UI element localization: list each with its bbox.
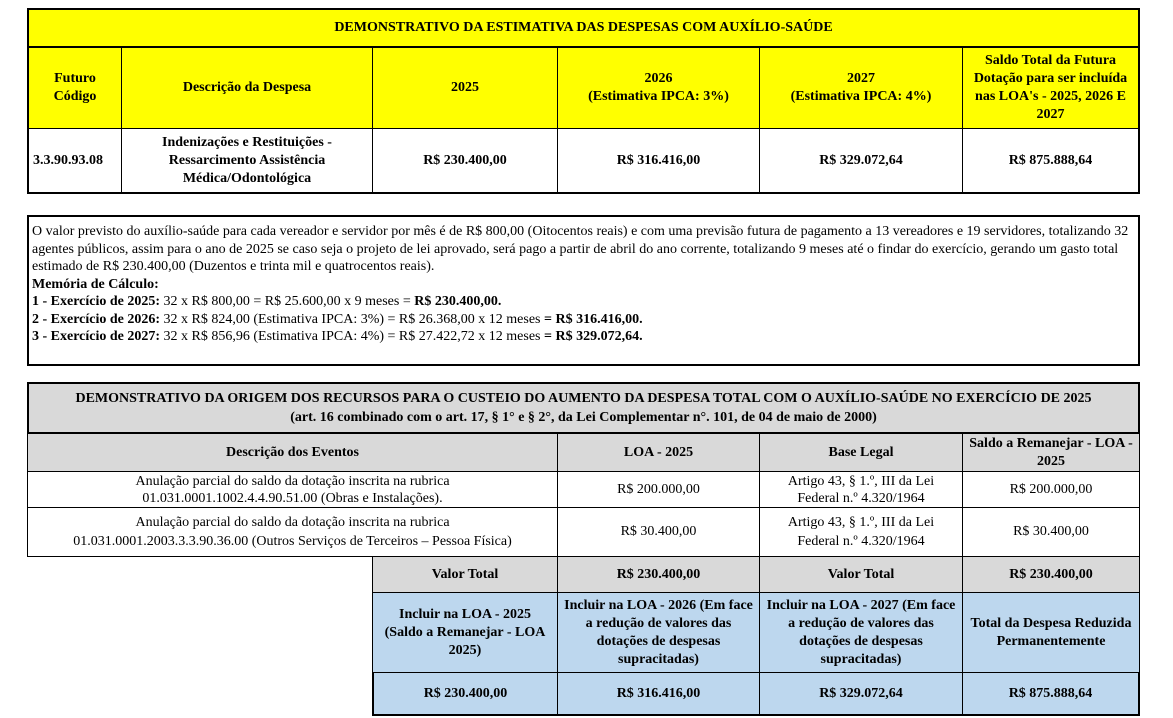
header-2027-sub: (Estimativa IPCA: 4%) [790, 89, 932, 104]
header-base-legal: Base Legal [759, 433, 963, 472]
evento-row-1 [27, 471, 558, 508]
incluir-loa-2027-header: Incluir na LOA - 2027 (Em face a redução de valores das dotações de despesas supracitadas) [759, 592, 963, 673]
memoria-text: 32 x R$ 800,00 = R$ 25.600,00 x 9 meses = [160, 294, 415, 309]
saldo-value-1: R$ 200.000,00 [962, 471, 1140, 508]
row-valor-2027: R$ 329.072,64 [759, 128, 963, 194]
memoria-linha-2026 [32, 311, 1134, 329]
valor-total-label-2: Valor Total [759, 556, 963, 593]
memoria-label: 2 - Exercício de 2026: [32, 311, 161, 327]
header-eventos: Descrição dos Eventos [27, 433, 558, 472]
row-valor-2025: R$ 230.400,00 [372, 128, 558, 194]
valor-total-label: Valor Total [372, 556, 558, 593]
nota-paragrafo: O valor previsto do auxílio-saúde para cada vereador e servidor por mês é de R$ 800,00 (Oitocentos reais) e com uma previsão futura de pagamento a 13 vereadores e 19 servidores, totalizando 32 agentes públicos, assim para o ano de 2025 se caso seja o projeto de lei aprovado, será pago a partir de abril do ano corrente, totalizando 9 meses até o findar do exercício, gerando um gasto total estimado de R$ 230.400,00 (Duzentos e trinta mil e quatrocentos reais). [32, 224, 1129, 274]
memoria-linha-2025 [32, 293, 1134, 311]
evento-line: Anulação parcial do saldo da dotação inscrita na rubrica [135, 515, 450, 530]
incluir-loa-2026-value: R$ 316.416,00 [557, 672, 760, 716]
valor-total-saldo: R$ 230.400,00 [962, 556, 1140, 593]
evento-line: 01.031.0001.2003.3.3.90.36.00 (Outros Serviços de Terceiros – Pessoa Física) [73, 534, 512, 549]
header-2027-year: 2027 [847, 71, 875, 86]
row-codigo: 3.3.90.93.08 [27, 128, 122, 194]
memoria-result: = R$ 329.072,64. [543, 329, 643, 344]
header-codigo: Futuro Código [27, 47, 122, 129]
row-valor-2026: R$ 316.416,00 [557, 128, 760, 194]
incluir-loa-2025-value: R$ 230.400,00 [372, 672, 558, 716]
incluir-loa-2026-header: Incluir na LOA - 2026 (Em face a redução de valores das dotações de despesas supracitadas) [557, 592, 760, 673]
nota-explicativa [27, 215, 1140, 366]
memoria-label: 1 - Exercício de 2025: [32, 294, 161, 309]
header-descricao: Descrição da Despesa [121, 47, 373, 129]
header-saldo-remanejar: Saldo a Remanejar - LOA - 2025 [962, 433, 1140, 472]
total-despesa-reduzida-value: R$ 875.888,64 [962, 672, 1140, 716]
valor-total-loa: R$ 230.400,00 [557, 556, 760, 593]
memoria-text: 32 x R$ 856,96 (Estimativa IPCA: 4%) = R$ 27.422,72 x 12 meses [160, 329, 544, 344]
memoria-text: 32 x R$ 824,00 (Estimativa IPCA: 3%) = R$ 26.368,00 x 12 meses [160, 311, 544, 327]
header-loa-2025: LOA - 2025 [557, 433, 760, 472]
header-2026-sub: (Estimativa IPCA: 3%) [588, 89, 729, 104]
evento-line: 01.031.0001.1002.4.4.90.51.00 (Obras e Instalações). [142, 490, 443, 506]
memoria-result: = R$ 316.416,00. [543, 311, 643, 327]
total-despesa-reduzida-header: Total da Despesa Reduzida Permanentemente [962, 592, 1140, 673]
memoria-result: R$ 230.400,00. [414, 294, 502, 309]
incluir-loa-2027-value: R$ 329.072,64 [759, 672, 963, 716]
loa-value-1: R$ 200.000,00 [557, 471, 760, 508]
header-2027 [759, 47, 963, 129]
row-descricao: Indenizações e Restituições - Ressarcimento Assistência Médica/Odontológica [121, 128, 373, 194]
estimativa-title: DEMONSTRATIVO DA ESTIMATIVA DAS DESPESAS COM AUXÍLIO-SAÚDE [27, 8, 1140, 48]
header-2026 [557, 47, 760, 129]
origem-title-line2: (art. 16 combinado com o art. 17, § 1° e § 2°, da Lei Complementar n°. 101, de 04 de maio de 2000) [290, 410, 877, 425]
saldo-value-2: R$ 30.400,00 [962, 507, 1140, 557]
header-2025: 2025 [372, 47, 558, 129]
memoria-linha-2027 [32, 328, 1134, 346]
header-saldo-total: Saldo Total da Futura Dotação para ser incluída nas LOA's - 2025, 2026 E 2027 [962, 47, 1140, 129]
base-legal-1: Artigo 43, § 1.º, III da Lei Federal n.º 4.320/1964 [759, 471, 963, 508]
row-saldo-total: R$ 875.888,64 [962, 128, 1140, 194]
origem-title [27, 382, 1140, 434]
loa-value-2: R$ 30.400,00 [557, 507, 760, 557]
origem-title-line1: DEMONSTRATIVO DA ORIGEM DOS RECURSOS PARA O CUSTEIO DO AUMENTO DA DESPESA TOTAL COM O AUXÍLIO-SAÚDE NO EXERCÍCIO DE 2025 [75, 391, 1092, 406]
memoria-label: 3 - Exercício de 2027: [32, 329, 161, 344]
header-2026-year: 2026 [644, 71, 673, 86]
incluir-loa-2025-header: Incluir na LOA - 2025 (Saldo a Remanejar - LOA 2025) [372, 592, 558, 673]
evento-row-2 [27, 507, 558, 557]
evento-line: Anulação parcial do saldo da dotação inscrita na rubrica [135, 473, 450, 489]
memoria-calculo-title: Memória de Cálculo: [32, 276, 159, 292]
base-legal-2: Artigo 43, § 1.º, III da Lei Federal n.º 4.320/1964 [759, 507, 963, 557]
